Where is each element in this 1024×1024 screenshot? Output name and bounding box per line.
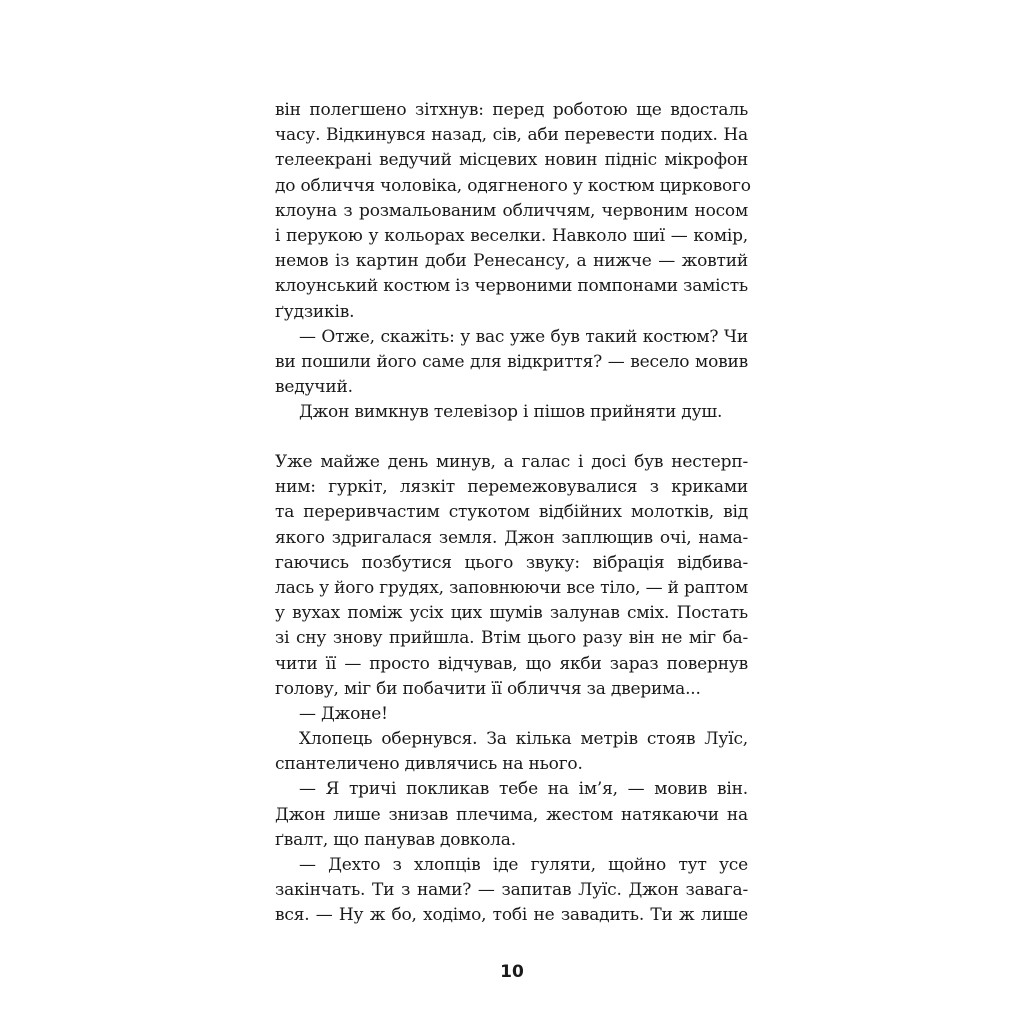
- text-line: телеекрані ведучий місцевих новин підніс мікрофон: [275, 150, 748, 171]
- text-section-1: [275, 98, 751, 425]
- text-line: Джон лише знизав плечима, жестом натякаючи на: [275, 804, 748, 825]
- text-line: Хлопець обернувся. За кілька метрів стояв Луїс,: [299, 729, 748, 750]
- text-line: часу. Відкинувся назад, сів, аби перевести подих. На: [275, 125, 748, 146]
- text-line: — Дехто з хлопців іде гуляти, щойно тут усе: [299, 855, 748, 875]
- text-section-2: [275, 450, 748, 929]
- text-line: немов із картин доби Ренесансу, а нижче — жовтий: [275, 251, 748, 272]
- text-line: голову, міг би побачити її обличчя за дверима...: [275, 678, 701, 699]
- text-line: він полегшено зітхнув: перед роботою ще вдосталь: [275, 100, 748, 120]
- text-line: до обличчя чоловіка, одягненого у костюм циркового: [275, 175, 751, 196]
- text-line: клоуна з розмальованим обличчям, червоним носом: [275, 200, 748, 221]
- text-line: у вухах поміж усіх цих шумів залунав сміх. Постать: [275, 603, 748, 624]
- text-line: зі сну знову прийшла. Втім цього разу він не міг ба-: [275, 628, 748, 649]
- text-line: чити її — просто відчував, що якби зараз повернув: [275, 653, 748, 674]
- text-line: та переривчастим стукотом відбійних молотків, від: [275, 502, 748, 523]
- text-line: ґвалт, що панував довкола.: [275, 829, 516, 850]
- text-line: закінчать. Ти з нами? — запитав Луїс. Джон завага-: [275, 880, 748, 901]
- text-line: — Джоне!: [299, 703, 388, 724]
- text-line: якого здригалася земля. Джон заплющив очі, нама-: [275, 527, 748, 548]
- page-number: 10: [500, 962, 524, 982]
- text-line: вся. — Ну ж бо, ходімо, тобі не завадить. Ти ж лише: [275, 905, 748, 926]
- text-line: ведучий.: [275, 377, 353, 398]
- text-line: Уже майже день минув, а галас і досі був нестерп-: [275, 452, 748, 472]
- text-line: ви пошили його саме для відкриття? — весело мовив: [275, 351, 748, 372]
- text-line: спантеличено дивлячись на нього.: [275, 754, 583, 775]
- text-line: і перукою у кольорах веселки. Навколо шиї — комір,: [275, 225, 748, 246]
- text-line: — Я тричі покликав тебе на ім’я, — мовив він.: [299, 779, 748, 800]
- text-line: гаючись позбутися цього звуку: вібрація відбива-: [275, 552, 748, 573]
- text-line: ґудзиків.: [275, 301, 355, 322]
- text-line: клоунський костюм із червоними помпонами замість: [275, 276, 748, 297]
- text-line: лась у його грудях, заповнюючи все тіло, — й раптом: [275, 577, 748, 598]
- text-line: ним: гуркіт, лязкіт перемежовувалися з криками: [275, 477, 748, 498]
- text-line: Джон вимкнув телевізор і пішов прийняти душ.: [299, 402, 723, 423]
- text-line: — Отже, скажіть: у вас уже був такий костюм? Чи: [299, 326, 748, 347]
